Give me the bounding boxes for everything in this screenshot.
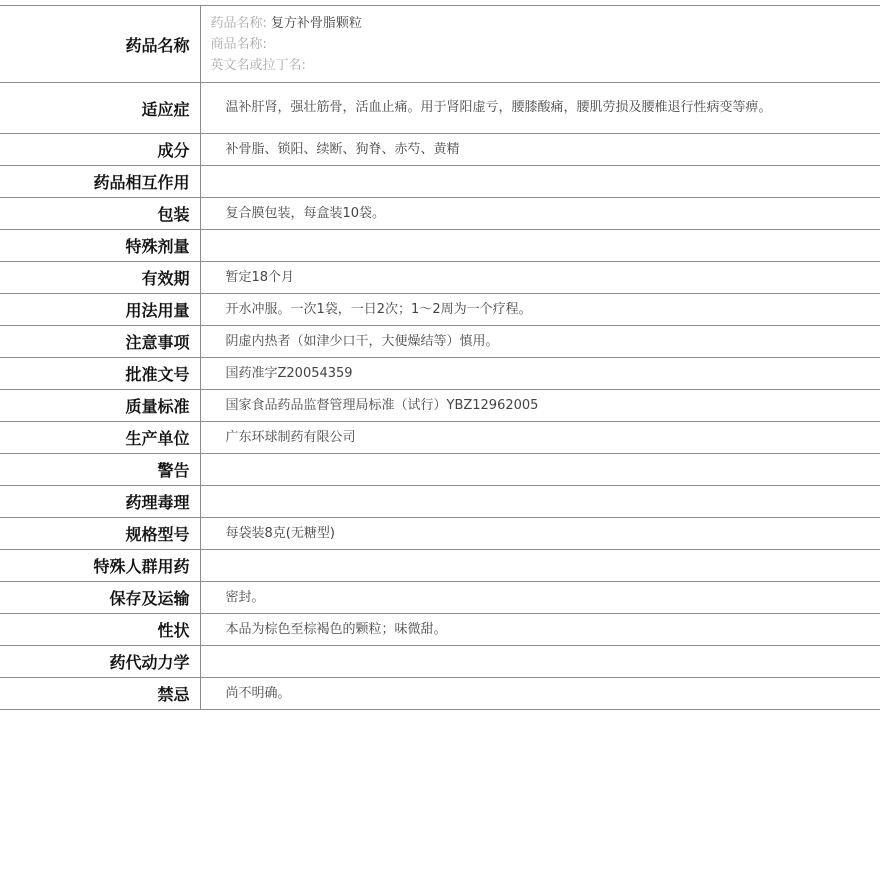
table-row — [0, 454, 880, 486]
row-label-drug-name: 药品名称 — [0, 6, 200, 83]
row-value: 开水冲服。一次1袋，一日2次；1～2周为一个疗程。 — [200, 294, 880, 326]
row-label: 用法用量 — [0, 294, 200, 326]
row-value: 国药准字Z20054359 — [200, 358, 880, 390]
table-row — [0, 358, 880, 390]
english-name-line — [211, 55, 801, 76]
row-label: 规格型号 — [0, 518, 200, 550]
row-value — [200, 454, 880, 486]
table-row — [0, 198, 880, 230]
table-row — [0, 582, 880, 614]
row-label: 批准文号 — [0, 358, 200, 390]
row-label: 警告 — [0, 454, 200, 486]
row-value: 补骨脂、锁阳、续断、狗脊、赤芍、黄精 — [200, 134, 880, 166]
table-row — [0, 550, 880, 582]
row-value: 温补肝肾，强壮筋骨，活血止痛。用于肾阳虚亏，腰膝酸痛，腰肌劳损及腰椎退行性病变等痹。 — [200, 83, 880, 134]
row-label: 保存及运输 — [0, 582, 200, 614]
table-row — [0, 486, 880, 518]
table-row — [0, 262, 880, 294]
table-row — [0, 166, 880, 198]
generic-name-line — [211, 13, 801, 34]
row-value: 阴虚内热者（如津少口干，大便燥结等）慎用。 — [200, 326, 880, 358]
trade-name-line — [211, 34, 801, 55]
row-value: 密封。 — [200, 582, 880, 614]
table-row — [0, 678, 880, 710]
table-row — [0, 518, 880, 550]
table-row — [0, 83, 880, 134]
row-value: 暂定18个月 — [200, 262, 880, 294]
table-row — [0, 390, 880, 422]
row-value — [200, 486, 880, 518]
table-row-drug-name — [0, 6, 880, 83]
row-value — [200, 230, 880, 262]
row-label: 质量标准 — [0, 390, 200, 422]
table-row — [0, 134, 880, 166]
row-value — [200, 550, 880, 582]
generic-name-value: 复方补骨脂颗粒 — [270, 15, 362, 31]
row-label: 性状 — [0, 614, 200, 646]
english-name-key: 英文名或拉丁名: — [210, 57, 306, 73]
row-value: 复合膜包装，每盒装10袋。 — [200, 198, 880, 230]
row-label: 成分 — [0, 134, 200, 166]
row-label: 注意事项 — [0, 326, 200, 358]
table-row — [0, 294, 880, 326]
trade-name-key: 商品名称: — [210, 36, 267, 52]
row-value: 每袋装8克(无糖型) — [200, 518, 880, 550]
row-label: 包装 — [0, 198, 200, 230]
row-label: 有效期 — [0, 262, 200, 294]
table-row — [0, 422, 880, 454]
row-label: 药品相互作用 — [0, 166, 200, 198]
row-value — [200, 646, 880, 678]
table-row — [0, 230, 880, 262]
row-value — [200, 166, 880, 198]
row-label: 禁忌 — [0, 678, 200, 710]
drug-name-cell — [200, 6, 880, 83]
drug-info-table — [0, 5, 880, 710]
row-label: 生产单位 — [0, 422, 200, 454]
row-value: 本品为棕色至棕褐色的颗粒；味微甜。 — [200, 614, 880, 646]
table-row — [0, 326, 880, 358]
row-value: 国家食品药品监督管理局标准（试行）YBZ12962005 — [200, 390, 880, 422]
row-label: 特殊剂量 — [0, 230, 200, 262]
row-value: 尚不明确。 — [200, 678, 880, 710]
table-row — [0, 614, 880, 646]
row-label: 特殊人群用药 — [0, 550, 200, 582]
row-label: 适应症 — [0, 83, 200, 134]
row-label: 药理毒理 — [0, 486, 200, 518]
row-label: 药代动力学 — [0, 646, 200, 678]
row-value: 广东环球制药有限公司 — [200, 422, 880, 454]
table-row — [0, 646, 880, 678]
generic-name-key: 药品名称: — [210, 15, 267, 31]
